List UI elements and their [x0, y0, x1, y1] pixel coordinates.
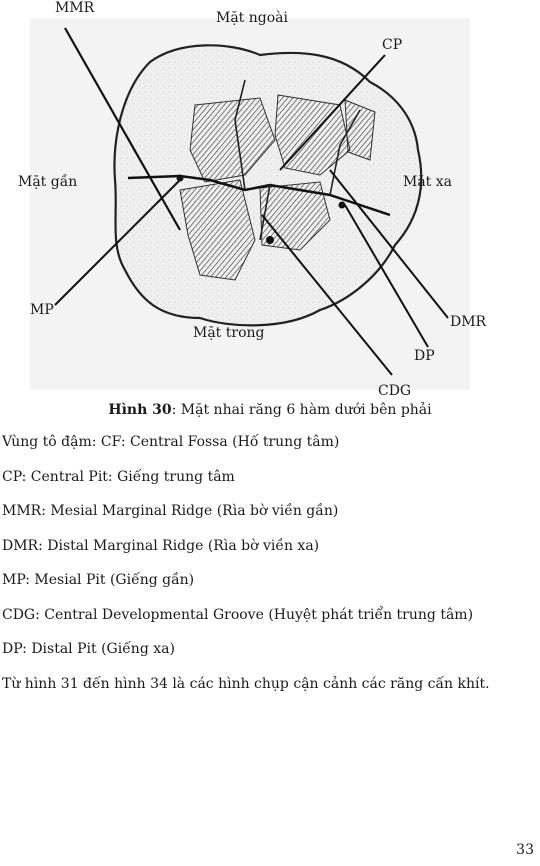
label-mesial-surface: Mặt gần: [18, 174, 78, 190]
caption-number: Hình 30: [108, 402, 172, 418]
tooth-occlusal-figure: [18, 0, 487, 399]
central-pit-dot: [266, 236, 274, 244]
definition-line: MMR: Mesial Marginal Ridge (Rìa bờ viền gần): [2, 503, 339, 519]
figure-caption: [0, 402, 540, 418]
label-inner-surface: Mặt trong: [193, 325, 265, 341]
label-dp: DP: [414, 348, 435, 364]
label-mmr: MMR: [55, 0, 95, 16]
definition-line: Vùng tô đậm: CF: Central Fossa (Hố trung tâm): [2, 434, 340, 450]
definition-line: MP: Mesial Pit (Giếng gần): [2, 572, 195, 588]
definition-line: Từ hình 31 đến hình 34 là các hình chụp cận cảnh các răng cấn khít.: [2, 675, 490, 692]
label-mp: MP: [30, 302, 54, 318]
label-cdg: CDG: [378, 383, 412, 399]
page-number: 33: [516, 842, 534, 858]
label-outer-surface: Mặt ngoài: [216, 10, 288, 26]
definitions-list: [2, 432, 522, 708]
definition-line: CP: Central Pit: Giếng trung tâm: [2, 468, 235, 485]
distal-pit-dot: [339, 202, 346, 209]
definition-line: DMR: Distal Marginal Ridge (Rìa bờ viền xa): [2, 537, 320, 554]
definition-line: CDG: Central Developmental Groove (Huyệt phát triển trung tâm): [2, 606, 474, 623]
label-dmr: DMR: [450, 314, 487, 330]
label-cp: CP: [382, 37, 403, 53]
definition-line: DP: Distal Pit (Giếng xa): [2, 641, 175, 657]
caption-text: : Mặt nhai răng 6 hàm dưới bên phải: [171, 402, 432, 418]
label-distal-surface: Mặt xa: [403, 174, 452, 190]
